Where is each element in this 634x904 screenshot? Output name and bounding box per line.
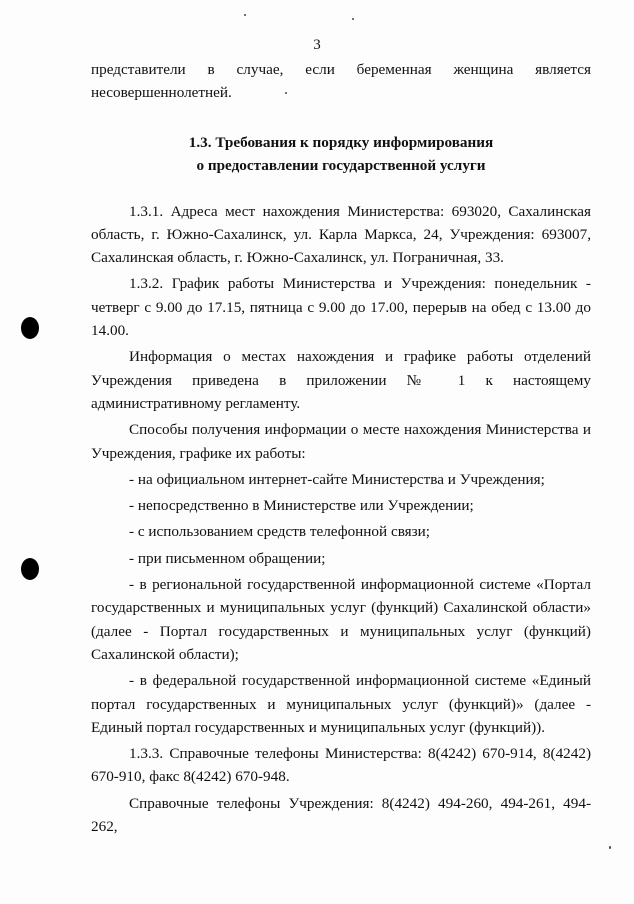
scan-speck bbox=[352, 18, 354, 20]
punch-hole-mark bbox=[21, 317, 39, 339]
paragraph-addresses: 1.3.1. Адреса мест нахождения Министерства: 693020, Сахалинская область, г. Южно-Сахалинск, ул. Карла Маркса, 24, Учреждения: 693007, Сахалинская область, г. Южно-Сахалинск, ул. Пограничная, 33. bbox=[91, 202, 591, 267]
list-item-website: - на официальном интернет-сайте Министерства и Учреждения; bbox=[129, 470, 545, 488]
paragraph-branches-info: Информация о местах нахождения и графике работы отделений Учреждения приведена в приложении № 1 к настоящему административному регламенту. bbox=[91, 348, 591, 412]
paragraph-schedule: 1.3.2. График работы Министерства и Учреждения: понедельник - четверг с 9.00 до 17.15, пятница с 9.00 до 17.00, перерыв на обед с 13.00 до 14.00. bbox=[91, 275, 591, 340]
scan-speck bbox=[609, 846, 611, 849]
paragraph-institution-phones: Справочные телефоны Учреждения: 8(4242) 494-260, 494-261, 494-262, bbox=[91, 794, 591, 836]
document-body bbox=[91, 58, 591, 838]
list-item-in-person: - непосредственно в Министерстве или Учреждении; bbox=[129, 497, 474, 515]
paragraph-info-methods: Способы получения информации о месте нахождения Министерства и Учреждения, графике их работы: bbox=[91, 421, 591, 462]
section-heading bbox=[91, 131, 591, 177]
paragraph-ministry-phones: 1.3.3. Справочные телефоны Министерства: 8(4242) 670-914, 8(4242) 670-910, факс 8(4242) 670-948. bbox=[91, 745, 591, 786]
section-heading-line-2: о предоставлении государственной услуги bbox=[196, 156, 486, 174]
list-item-written: - при письменном обращении; bbox=[129, 549, 326, 567]
paragraph: представители в случае, если беременная женщина является несовершеннолетней. bbox=[91, 61, 591, 102]
scan-speck bbox=[244, 14, 246, 16]
page-number: 3 bbox=[313, 37, 321, 53]
list-item-federal-portal: - в федеральной государственной информационной системе «Единый портал государственных и муниципальных услуг (функций)» (далее - Единый портал государственных и муниципальных услуг (функций)). bbox=[91, 672, 591, 736]
list-item-regional-portal: - в региональной государственной информационной системе «Портал государственных и муниципальных услуг (функций) Сахалинской области» (далее - Портал государственных и муниципальных услуг (функций) Сахалинской области); bbox=[91, 576, 591, 663]
list-item-phone: - с использованием средств телефонной связи; bbox=[129, 523, 430, 541]
section-heading-line-1: 1.3. Требования к порядку информирования bbox=[188, 133, 494, 151]
punch-hole-mark bbox=[21, 558, 39, 580]
